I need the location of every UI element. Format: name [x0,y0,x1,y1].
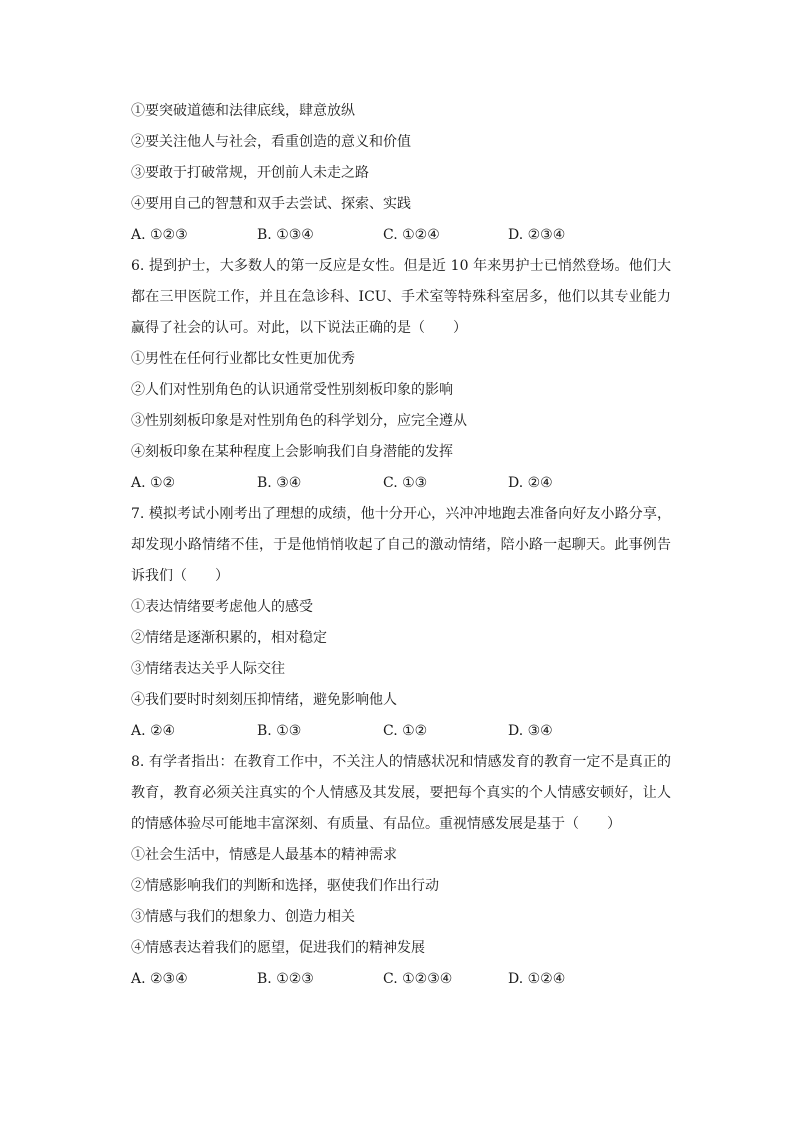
option-d: D. ①②④ [508,971,566,987]
statement: ①男性在任何行业都比女性更加优秀 [131,351,355,367]
statement: ②情感影响我们的判断和选择，驱使我们作出行动 [131,878,439,894]
statement: ②人们对性别角色的认识通常受性别刻板印象的影响 [131,382,453,398]
statement: ③情感与我们的想象力、创造力相关 [131,909,355,925]
exam-page [131,96,671,995]
statement: ①表达情绪要考虑他人的感受 [131,599,313,615]
question-8 [131,747,671,995]
option-c: C. ①②③④ [383,971,453,987]
question-6 [131,251,671,499]
statement: ④情感表达着我们的愿望，促进我们的精神发展 [131,940,425,956]
answer-options [131,716,671,747]
question-5 [131,96,671,251]
option-c: C. ①②④ [383,227,440,243]
option-d: D. ②③④ [508,227,566,243]
option-a: A. ②③④ [131,971,188,987]
option-d: D. ②④ [508,475,553,491]
statement: ④刻板印象在某种程度上会影响我们自身潜能的发挥 [131,444,453,460]
statement: ③要敢于打破常规，开创前人未走之路 [131,165,369,181]
option-b: B. ①③④ [257,227,314,243]
question-stem: 8. 有学者指出：在教育工作中，不关注人的情感状况和情感发育的教育一定不是真正的教育，教育必须关注真实的个人情感及其发展，要把每个真实的个人情感安顿好，让人的情感体验尽可能地丰富深刻、有质量、有品位。重视情感发展是基于（ ） [131,754,671,832]
statement: ①社会生活中，情感是人最基本的精神需求 [131,847,397,863]
answer-options [131,220,671,251]
question-stem: 6. 提到护士，大多数人的第一反应是女性。但是近 10 年来男护士已悄然登场。他们大都在三甲医院工作，并且在急诊科、ICU、手术室等特殊科室居多，他们以其专业能力赢得了社会的认可。对此，以下说法正确的是（ ） [131,258,671,336]
option-b: B. ①②③ [257,971,314,987]
statement: ③情绪表达关乎人际交往 [131,661,285,677]
question-stem: 7. 模拟考试小刚考出了理想的成绩，他十分开心，兴冲冲地跑去准备向好友小路分享，却发现小路情绪不佳，于是他悄悄收起了自己的激动情绪，陪小路一起聊天。此事例告诉我们（ ） [131,506,671,584]
statement: ④要用自己的智慧和双手去尝试、探索、实践 [131,196,411,212]
option-c: C. ①③ [383,475,428,491]
option-c: C. ①② [383,723,428,739]
question-7 [131,499,671,747]
option-a: A. ①②③ [131,227,188,243]
option-b: B. ①③ [257,723,302,739]
statement: ④我们要时时刻刻压抑情绪，避免影响他人 [131,692,397,708]
option-b: B. ③④ [257,475,302,491]
answer-options [131,468,671,499]
answer-options [131,964,671,995]
option-d: D. ③④ [508,723,553,739]
option-a: A. ①② [131,475,176,491]
option-a: A. ②④ [131,723,176,739]
statement: ②情绪是逐渐积累的，相对稳定 [131,630,327,646]
statement: ②要关注他人与社会，看重创造的意义和价值 [131,134,411,150]
statement: ③性别刻板印象是对性别角色的科学划分，应完全遵从 [131,413,467,429]
statement: ①要突破道德和法律底线，肆意放纵 [131,103,355,119]
